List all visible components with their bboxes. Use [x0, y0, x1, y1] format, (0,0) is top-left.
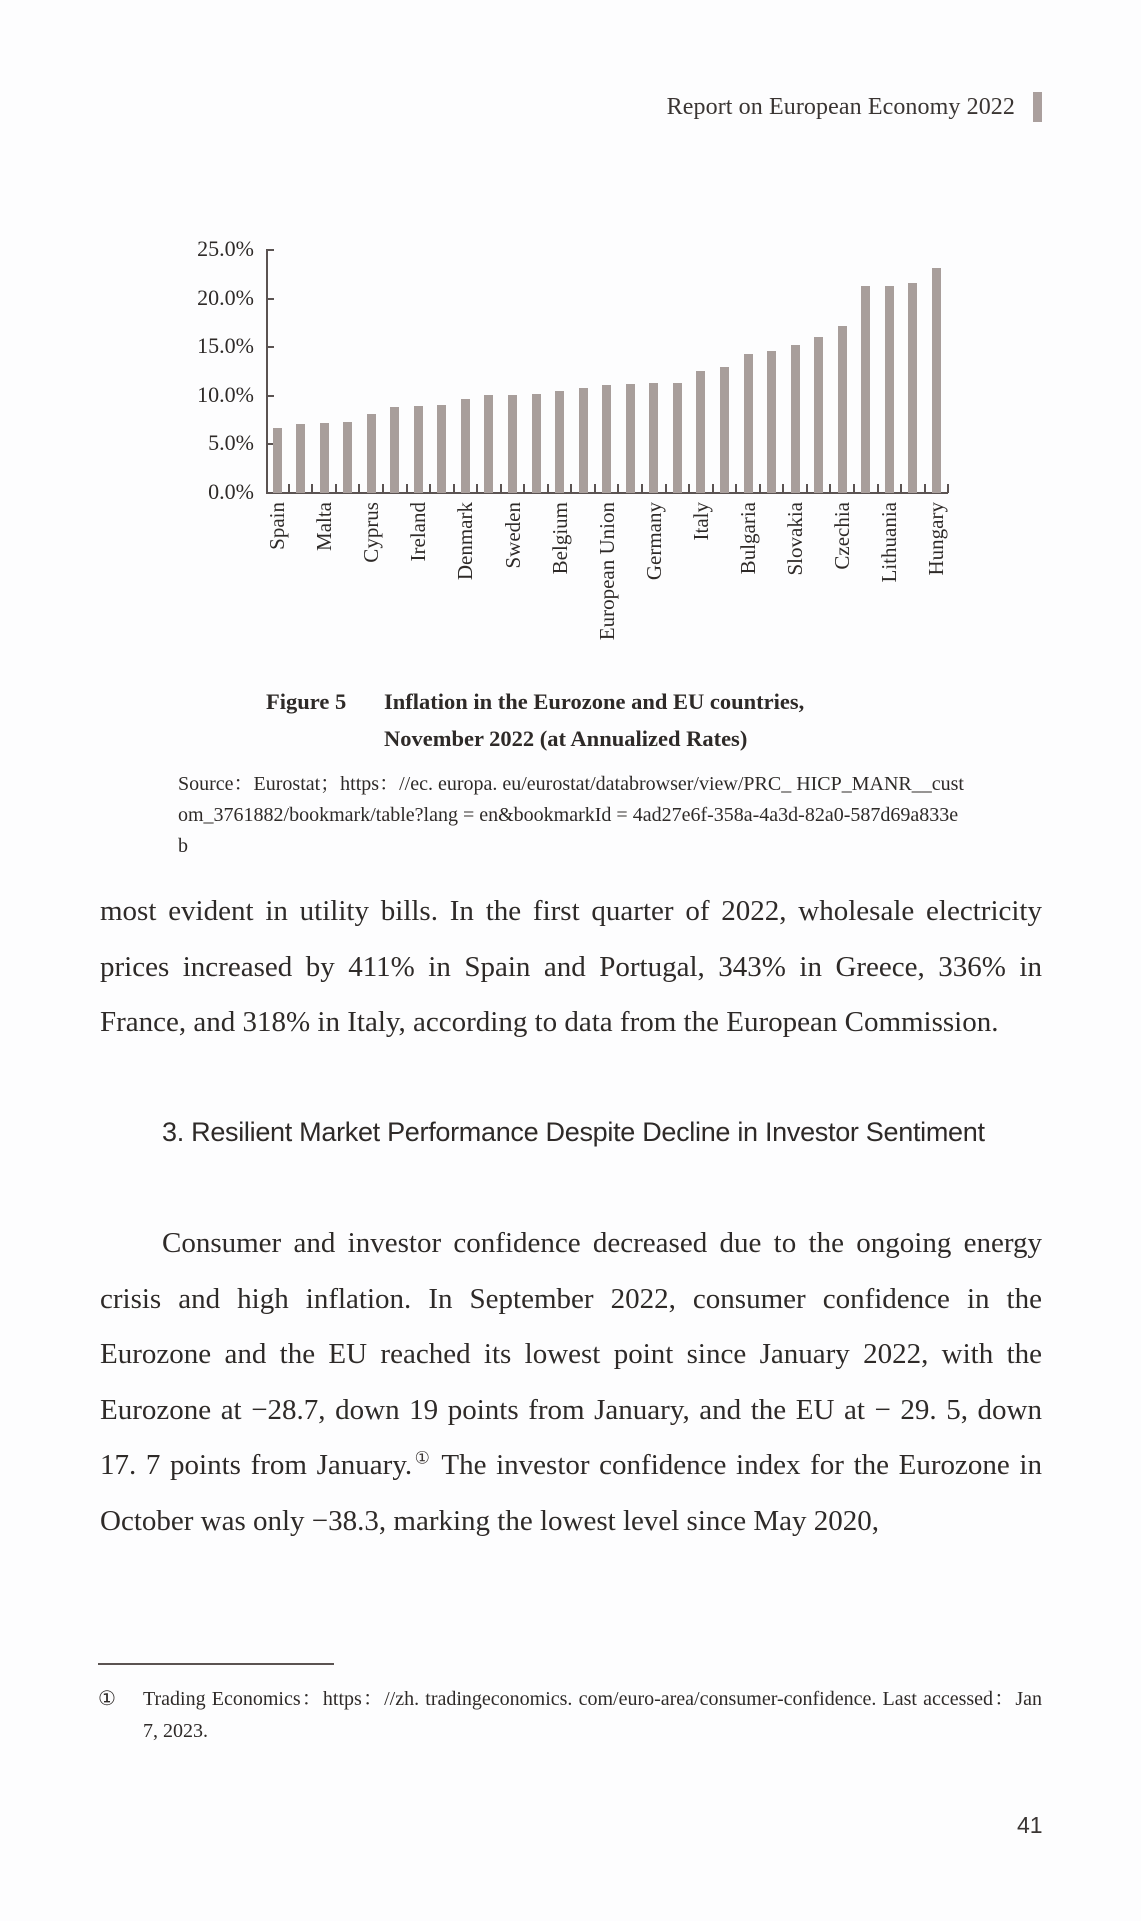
bar: [343, 422, 352, 493]
x-tick-label: Denmark: [453, 502, 478, 581]
bar: [814, 337, 823, 493]
x-tick-label: Ireland: [406, 502, 431, 562]
bar: [932, 268, 941, 493]
paragraph-confidence: [100, 1216, 1042, 1549]
x-axis-tick: [570, 484, 572, 493]
x-tick-label: Czechia: [830, 502, 855, 570]
bar: [908, 283, 917, 493]
bar: [367, 414, 376, 493]
bar: [555, 391, 564, 493]
x-axis-tick: [853, 484, 855, 493]
bar: [296, 424, 305, 493]
bar: [791, 345, 800, 493]
x-tick-label: Belgium: [547, 502, 572, 575]
bar: [437, 405, 446, 493]
y-axis: [266, 250, 268, 494]
x-tick-label: Slovakia: [783, 502, 808, 576]
x-tick-label: Bulgaria: [736, 502, 760, 575]
bar: [461, 399, 470, 493]
footnote-marker: ①: [98, 1688, 116, 1710]
inflation-bar-chart: [0, 0, 1141, 700]
x-axis-tick: [665, 484, 667, 493]
bar: [320, 423, 329, 493]
y-tick-label: 0.0%: [208, 479, 254, 504]
bar: [390, 407, 399, 493]
x-tick-label: Malta: [312, 502, 337, 551]
bar: [720, 367, 729, 493]
y-tick-label: 10.0%: [197, 381, 254, 407]
x-axis-tick: [688, 484, 690, 493]
x-tick-label: Spain: [265, 502, 289, 550]
bar: [885, 286, 894, 493]
x-axis-tick: [406, 484, 408, 493]
bar: [861, 286, 870, 493]
y-axis-tick: [266, 395, 274, 397]
x-tick-label: Hungary: [924, 502, 949, 576]
section-heading: 3. Resilient Market Performance Despite Decline in Investor Sentiment: [162, 1117, 985, 1147]
running-title: Report on European Economy 2022: [666, 93, 1015, 120]
bar: [508, 395, 517, 493]
x-tick-label: European Union: [594, 502, 619, 641]
y-axis-tick: [266, 346, 274, 348]
x-axis-tick: [358, 484, 360, 493]
paragraph-text-continued: The investor confidence index for the Eurozone in October was only −38.3, marking the lowest level since May 2020,: [100, 1449, 1042, 1537]
paragraph-utility-bills: [100, 884, 1042, 1051]
bar: [767, 351, 776, 493]
x-axis-tick: [476, 484, 478, 493]
x-axis-tick: [523, 484, 525, 493]
figure-number: Figure 5: [266, 689, 347, 714]
bar: [626, 384, 635, 493]
x-tick-label: Lithuania: [877, 502, 902, 583]
x-axis-tick: [288, 484, 290, 493]
bar: [579, 388, 588, 493]
x-axis-tick: [429, 484, 431, 493]
x-axis-tick: [547, 484, 549, 493]
page-number: 41: [1017, 1812, 1043, 1838]
y-tick-label: 5.0%: [208, 430, 254, 456]
x-axis-tick: [712, 484, 714, 493]
footnote-divider: [98, 1663, 334, 1665]
y-axis-tick: [266, 298, 274, 300]
footnote-text: Trading Economics：https：//zh. tradingeconomics. com/euro-area/consumer-confidence. Last accessed：Jan 7, 2023.: [143, 1688, 1042, 1742]
x-axis-tick: [829, 484, 831, 493]
x-axis-tick: [641, 484, 643, 493]
figure-source: Source：Eurostat；https：//ec. europa. eu/eurostat/databrowser/view/PRC_ HICP_MANR__custom_3761882/bookmark/table?lang = en&bookmarkId = 4ad27e6f-358a-4a3d-82a0-587d69a833eb: [178, 773, 964, 857]
x-axis-tick: [900, 484, 902, 493]
x-tick-label: Italy: [688, 502, 713, 541]
x-axis-tick: [311, 484, 313, 493]
bar: [744, 354, 753, 493]
x-axis-tick: [782, 484, 784, 493]
bar: [602, 385, 611, 493]
bar: [649, 383, 658, 493]
x-tick-label: Cyprus: [359, 502, 384, 563]
bar: [414, 406, 423, 493]
paragraph-text: Consumer and investor confidence decreased due to the ongoing energy crisis and high inflation. In September 2022, consumer confidence in the Eurozone and the EU reached its lowest point since January 2022, with the Eurozone at −28.7, down 19 points from January, and the EU at − 29. 5, down 17. 7 points from January.: [100, 1227, 1042, 1481]
x-axis-tick: [382, 484, 384, 493]
x-tick-label: Sweden: [500, 502, 525, 569]
y-tick-label: 25.0%: [197, 236, 254, 261]
caption-line-1: Inflation in the Eurozone and EU countries,: [384, 689, 805, 714]
bar: [673, 383, 682, 493]
x-axis-tick: [877, 484, 879, 493]
x-axis-tick: [806, 484, 808, 493]
paragraph-text: most evident in utility bills. In the first quarter of 2022, wholesale electricity prices increased by 411% in Spain and Portugal, 343% in Greece, 336% in France, and 318% in Italy, according to data from the European Commission.: [100, 895, 1042, 1038]
caption-line-2: November 2022 (at Annualized Rates): [384, 726, 748, 751]
x-axis-tick: [924, 484, 926, 493]
y-axis-tick: [266, 249, 274, 251]
footnote-reference[interactable]: ①: [412, 1448, 433, 1468]
x-axis-tick: [453, 484, 455, 493]
y-tick-label: 15.0%: [197, 333, 254, 359]
x-axis-tick: [759, 484, 761, 493]
bar: [273, 428, 282, 493]
x-axis-tick: [735, 484, 737, 493]
x-axis-tick: [500, 484, 502, 493]
bar: [532, 394, 541, 493]
x-axis-tick: [617, 484, 619, 493]
footnote: [98, 1683, 1042, 1747]
bar: [838, 326, 847, 493]
x-tick-label: Germany: [641, 502, 666, 581]
x-axis-tick: [594, 484, 596, 493]
y-tick-label: 20.0%: [197, 284, 254, 310]
x-axis-tick: [947, 484, 949, 493]
bar: [696, 371, 705, 493]
bar: [484, 395, 493, 493]
x-axis-tick: [335, 484, 337, 493]
